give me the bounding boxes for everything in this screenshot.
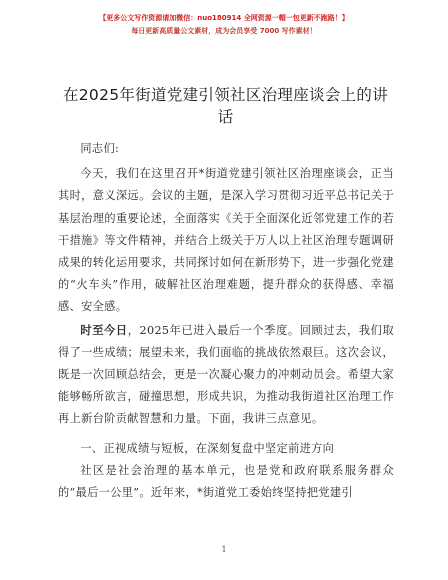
header-banner	[0, 12, 448, 38]
section-1-paragraph: 社区是社会治理的基本单元，也是党和政府联系服务群众的“最后一公里”。近年来，*街道党工委始终坚持把党建引	[58, 463, 394, 500]
document-body	[58, 138, 394, 504]
banner-line-1: 【更多公文写作资源请加微信：nuo180914 全网资源一帽一包更新不跑路！】	[99, 14, 349, 22]
banner-line-2: 每日更新高质量公文素材，成为会员享受 7000 写作素材！	[131, 27, 317, 35]
paragraph-1: 今天，我们在这里召开*街道党建引领社区治理座谈会，正当其时，意义深远。会议的主题，是深入学习贯彻习近平总书记关于基层治理的重要论述，全面落实《关于全面深化近邻党建工作的若干措施》等文件精神，并结合上级关于万人以上社区治理专题调研成果的转化运用要求，共同探讨如何在新形势下，进一步强化党建的“火车头”作用，破解社区治理难题，提升群众的获得感、幸福感、安全感。	[58, 167, 394, 314]
paragraph-2-lead: 时至今日	[80, 322, 128, 337]
section-1-heading: 一、正视成绩与短板，在深刻复盘中坚定前进方向	[80, 441, 335, 455]
paragraph-2	[58, 319, 394, 431]
greeting: 同志们:	[80, 142, 120, 155]
paragraph-2-rest: ，2025年已进入最后一个季度。回顾过去，我们取得了一些成绩；展望未来，我们面临的挑战依然艰巨。这次会议，既是一次回顾总结会，更是一次凝心聚力的冲刺动员会。希望大家能够畅所欲言，碰撞思想，形成共识，为推动我街道社区治理工作再上新台阶贡献智慧和力量。下面，我讲三点意见。	[58, 323, 394, 426]
document-title: 在2025年街道党建引领社区治理座谈会上的讲话	[62, 86, 389, 126]
page-number: 1	[221, 545, 227, 554]
